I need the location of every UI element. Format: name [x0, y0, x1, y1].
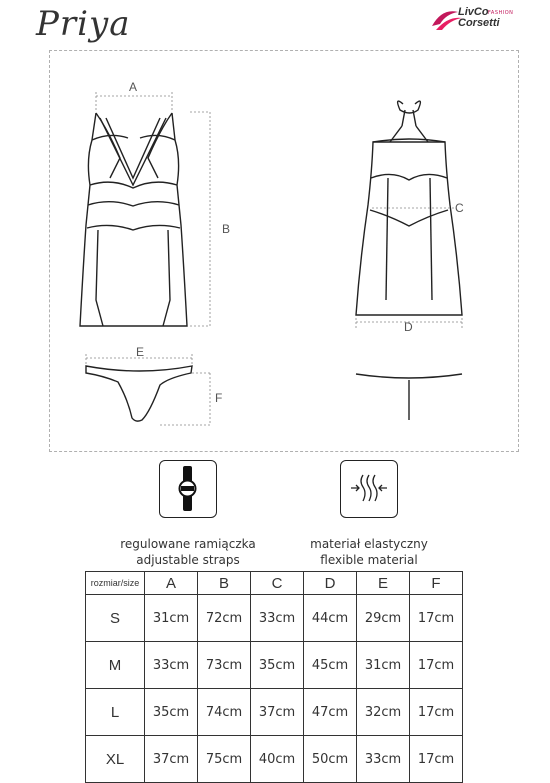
table-cell: 50cm [304, 736, 357, 783]
brand-tag: FASHION [488, 10, 514, 16]
table-cell: 17cm [410, 595, 463, 642]
dim-d-label: D [404, 320, 413, 334]
table-cell: 33cm [251, 595, 304, 642]
feature-adjustable-straps [93, 536, 283, 568]
table-cell: 31cm [145, 595, 198, 642]
feature-label-pl: regulowane ramiączka [120, 537, 256, 551]
adjustable-strap-icon [159, 460, 217, 518]
feature-label-en: flexible material [320, 553, 418, 567]
size-label: XL [86, 736, 145, 783]
thong-back-drawing [356, 374, 462, 420]
table-cell: 45cm [304, 642, 357, 689]
table-row [86, 642, 463, 689]
column-header: C [251, 572, 304, 595]
size-label: L [86, 689, 145, 736]
table-cell: 17cm [410, 736, 463, 783]
table-row [86, 689, 463, 736]
table-row [86, 736, 463, 783]
table-cell: 17cm [410, 689, 463, 736]
table-cell: 37cm [251, 689, 304, 736]
table-cell: 72cm [198, 595, 251, 642]
table-cell: 32cm [357, 689, 410, 736]
dim-b-line [190, 112, 210, 326]
table-cell: 31cm [357, 642, 410, 689]
feature-label-en: adjustable straps [136, 553, 240, 567]
table-cell: 44cm [304, 595, 357, 642]
brand-name-2: Corsetti [458, 17, 500, 29]
elastic-material-icon [340, 460, 398, 518]
brand-name-1: LivCo [458, 6, 489, 18]
column-header: A [145, 572, 198, 595]
dim-c-label: C [455, 201, 464, 215]
table-cell: 29cm [357, 595, 410, 642]
thong-front-drawing [86, 366, 192, 421]
table-row [86, 595, 463, 642]
table-cell: 75cm [198, 736, 251, 783]
size-label: S [86, 595, 145, 642]
table-cell: 73cm [198, 642, 251, 689]
table-cell: 40cm [251, 736, 304, 783]
table-cell: 33cm [145, 642, 198, 689]
dim-f-label: F [215, 391, 223, 405]
table-cell: 35cm [145, 689, 198, 736]
dim-e-label: E [136, 345, 145, 359]
feature-label-pl: materiał elastyczny [310, 537, 428, 551]
column-header: F [410, 572, 463, 595]
size-table-header [86, 572, 463, 595]
column-header: B [198, 572, 251, 595]
product-title: Priya [36, 4, 131, 44]
table-cell: 74cm [198, 689, 251, 736]
dim-b-label: B [222, 222, 231, 236]
table-cell: 33cm [357, 736, 410, 783]
column-header: E [357, 572, 410, 595]
table-cell: 37cm [145, 736, 198, 783]
chemise-front-drawing [80, 113, 187, 326]
corner-label: rozmiar/size [86, 572, 145, 595]
table-cell: 17cm [410, 642, 463, 689]
size-label: M [86, 642, 145, 689]
column-header: D [304, 572, 357, 595]
dim-a-label: A [129, 80, 138, 94]
size-table [85, 571, 463, 783]
feature-flexible-material [274, 536, 464, 568]
table-cell: 47cm [304, 689, 357, 736]
table-cell: 35cm [251, 642, 304, 689]
